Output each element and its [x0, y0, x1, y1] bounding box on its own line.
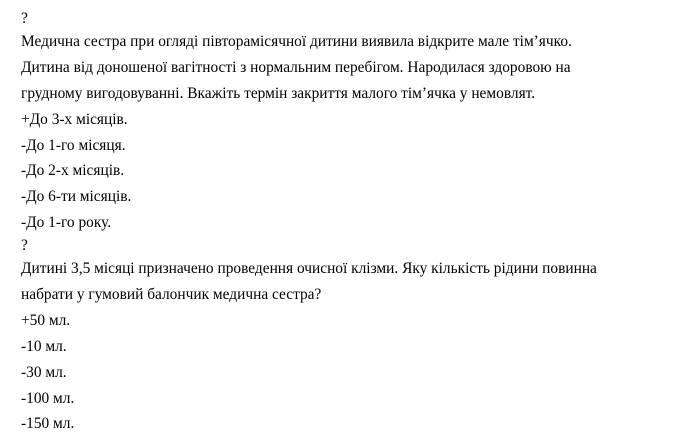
question-text-line: Медична сестра при огляді півторамісячної дитини виявила відкрите мале тім’ячко.	[21, 33, 572, 50]
answer-option: -До 2-х місяців.	[21, 162, 125, 180]
question-1	[21, 9, 681, 236]
question-text-line: Дитина від доношеної вагітності з нормальним перебігом. Народилася здоровою на	[21, 58, 571, 76]
question-marker: ?	[21, 237, 28, 255]
answer-option: -30 мл.	[21, 363, 67, 381]
question-text-line: Дитині 3,5 місяці призначено проведення очисної клізми. Яку кількість рідини повинна	[21, 260, 597, 278]
question-marker: ?	[21, 10, 28, 27]
answer-option: -10 мл.	[21, 337, 67, 355]
question-2	[21, 236, 681, 437]
answer-option: -До 1-го року.	[21, 214, 112, 232]
answer-option: -150 мл.	[21, 415, 75, 433]
answer-option-correct: +До 3-х місяців.	[21, 110, 128, 128]
question-text-line: набрати у гумовий балончик медична сестра?	[21, 286, 322, 304]
question-text-line: грудному вигодовуванні. Вкажіть термін закриття малого тім’ячка у немовлят.	[21, 84, 536, 102]
answer-option: -100 мл.	[21, 389, 75, 407]
answer-option: -До 6-ти місяців.	[21, 188, 132, 206]
test-document	[21, 9, 681, 437]
answer-option-correct: +50 мл.	[21, 311, 71, 329]
answer-option: -До 1-го місяця.	[21, 136, 126, 154]
